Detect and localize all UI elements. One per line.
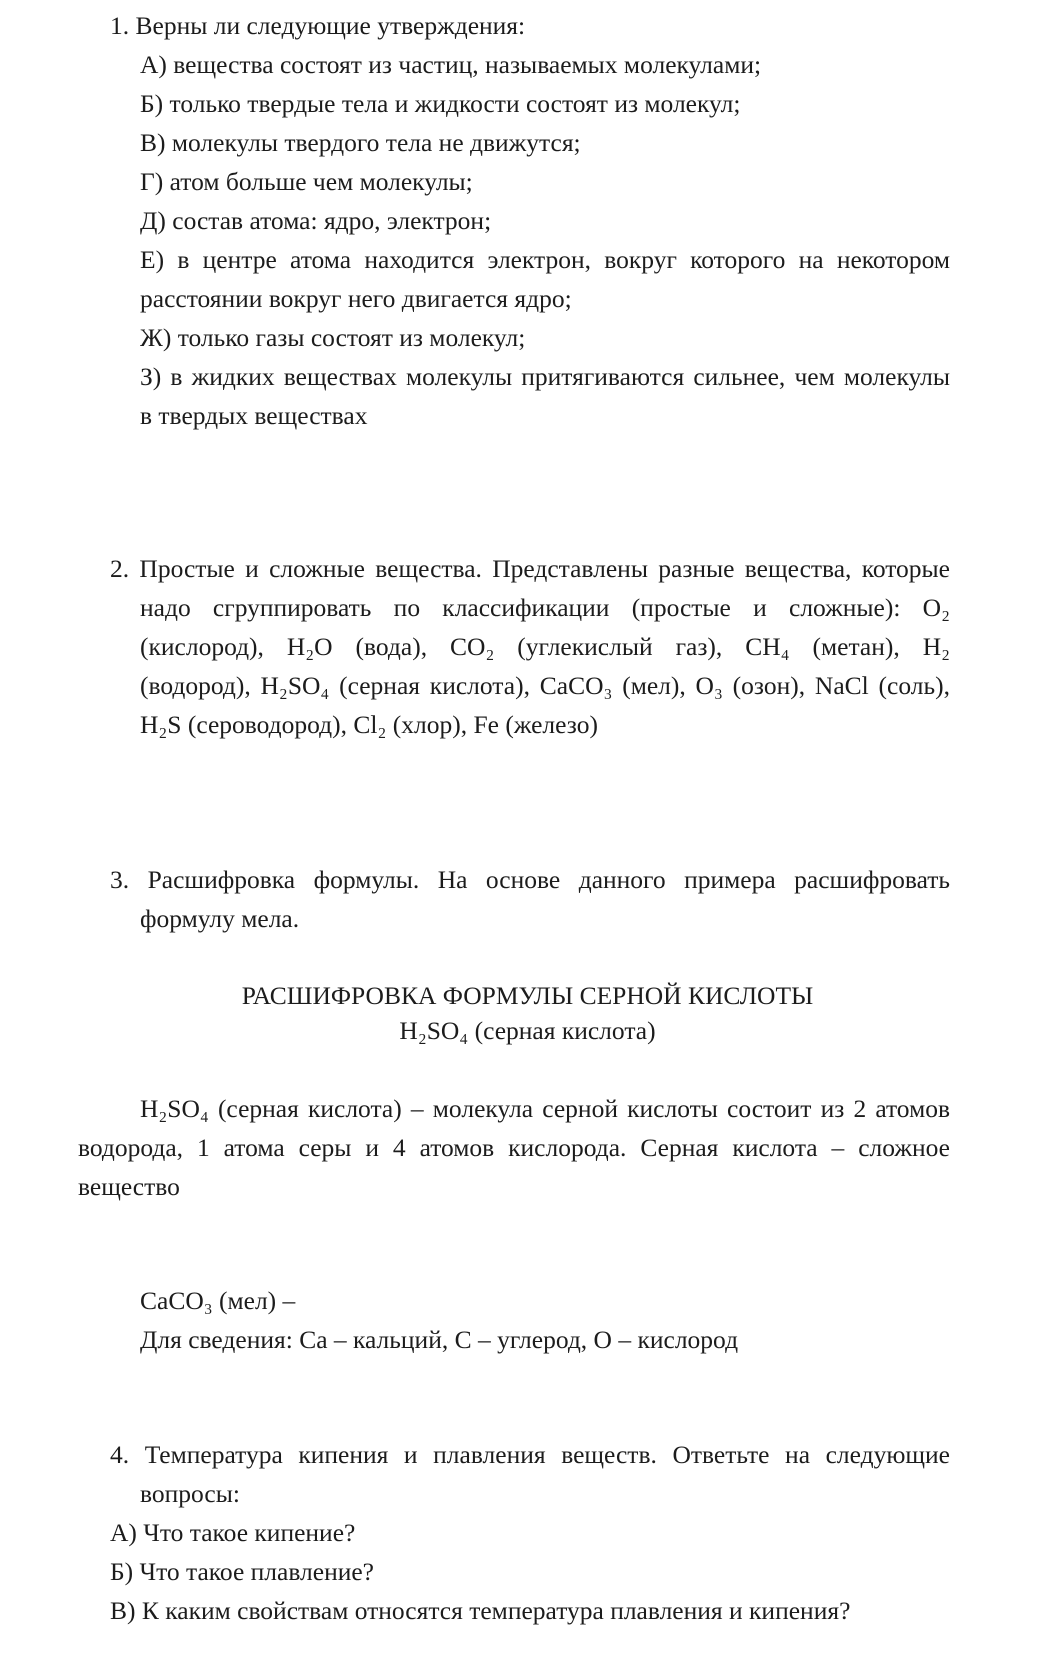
list-item: Д) состав атома: ядро, электрон;: [140, 206, 492, 235]
question-2: [110, 549, 950, 588]
question-3-line: 3. Расшифровка формулы. На основе данного примера расшифровать: [110, 865, 950, 894]
list-item: Б) только твердые тела и жидкости состоят из молекул;: [140, 89, 741, 118]
list-item-continuation: расстоянии вокруг него двигается ядро;: [140, 284, 572, 313]
question-4: [110, 1435, 950, 1474]
question-1: [110, 6, 950, 45]
example-line: вещество: [78, 1172, 180, 1201]
list-item-continuation: в твердых веществах: [140, 401, 368, 430]
task-block: [140, 1281, 950, 1359]
example-paragraph: [78, 1089, 950, 1206]
question-4-line: 4. Температура кипения и плавления веществ. Ответьте на следующие: [110, 1440, 950, 1469]
question-2-line: H₂S (сероводород), Cl₂ (хлор), Fe (железо): [140, 710, 598, 739]
question-3-body: [140, 899, 950, 938]
question-2-line: 2. Простые и сложные вещества. Представлены разные вещества, которые: [110, 554, 950, 583]
list-item: Б) Что такое плавление?: [110, 1557, 375, 1586]
question-2-line: (кислород), H₂O (вода), CO₂ (углекислый газ), CH₄ (метан), H₂: [140, 632, 950, 661]
question-4-line: вопросы:: [140, 1479, 240, 1508]
list-item: З) в жидких веществах молекулы притягиваются сильнее, чем молекулы: [140, 362, 950, 391]
example-line: водорода, 1 атома серы и 4 атомов кислорода. Серная кислота – сложное: [78, 1133, 950, 1162]
list-item: В) К каким свойствам относятся температура плавления и кипения?: [110, 1596, 851, 1625]
task-formula: CaCO₃ (мел) –: [140, 1286, 296, 1315]
list-item: А) вещества состоят из частиц, называемых молекулами;: [140, 50, 762, 79]
task-note: Для сведения: Ca – кальций, C – углерод, O – кислород: [140, 1325, 739, 1354]
question-4-body: [140, 1474, 950, 1513]
question-2-line: надо сгруппировать по классификации (простые и сложные): O₂: [140, 593, 950, 622]
list-item: А) Что такое кипение?: [110, 1518, 356, 1547]
list-item: Г) атом больше чем молекулы;: [140, 167, 473, 196]
list-item: В) молекулы твердого тела не движутся;: [140, 128, 581, 157]
question-2-body: [140, 588, 950, 744]
list-item: Ж) только газы состоят из молекул;: [140, 323, 526, 352]
list-item: Е) в центре атома находится электрон, вокруг которого на некотором: [140, 245, 950, 274]
example-heading: РАСШИФРОВКА ФОРМУЛЫ СЕРНОЙ КИСЛОТЫ: [241, 981, 814, 1010]
question-2-line: (водород), H₂SO₄ (серная кислота), CaCO₃ (мел), O₃ (озон), NaCl (соль),: [140, 671, 950, 700]
question-1-items: [140, 45, 950, 435]
example-subheading: H₂SO₄ (серная кислота): [399, 1016, 656, 1045]
question-1-title: 1. Верны ли следующие утверждения:: [110, 11, 526, 40]
question-4-items: [110, 1513, 950, 1630]
example-heading-block: [0, 976, 1055, 1050]
example-line: H₂SO₄ (серная кислота) – молекула серной кислоты состоит из 2 атомов: [140, 1094, 950, 1123]
question-3-line: формулу мела.: [140, 904, 300, 933]
question-3: [110, 860, 950, 899]
